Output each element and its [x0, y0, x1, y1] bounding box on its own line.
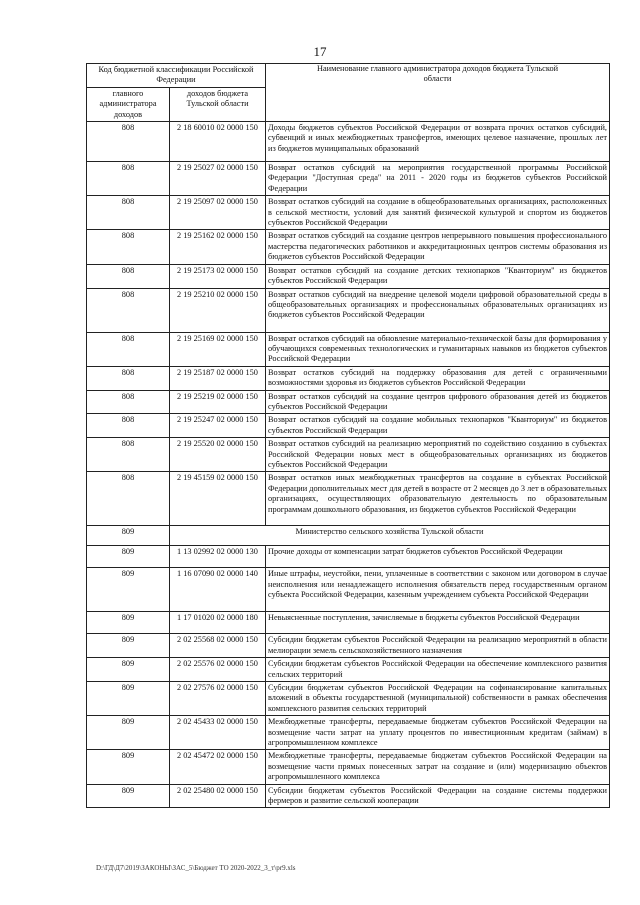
file-path-footer: D:\ГД\Д7\2019\ЗАКОНЫ\ЗАС_5\Бюджет ТО 2020-2022_3_т\pr9.xls [96, 864, 296, 872]
revenue-code-cell: 2 19 25173 02 0000 150 [170, 264, 266, 288]
admin-code-cell: 809 [87, 750, 170, 784]
revenue-name-cell: Возврат остатков субсидий на обновление материально-технической базы для формирования у обучающихся современных технологических и гуманитарных навыков из бюджетов субъектов Российской Федерации [266, 332, 610, 366]
revenue-code-cell: 2 02 45433 02 0000 150 [170, 716, 266, 750]
table-row [87, 472, 610, 526]
table-row [87, 230, 610, 264]
revenue-name-cell: Возврат остатков субсидий на внедрение целевой модели цифровой образовательной среды в общеобразовательных организациях и профессиональных образовательных организациях из бюджетов субъектов Российской Федерации [266, 288, 610, 332]
revenue-name-cell: Доходы бюджетов субъектов Российской Федерации от возврата прочих остатков субсидий, субвенций и иных межбюджетных трансфертов, имеющих целевое назначение, прошлых лет из бюджетов муниципальных образований [266, 122, 610, 162]
table-row [87, 682, 610, 716]
table-row [87, 568, 610, 612]
table-row [87, 612, 610, 634]
admin-code-cell: 808 [87, 438, 170, 472]
revenue-name-cell: Невыясненные поступления, зачисляемые в бюджеты субъектов Российской Федерации [266, 612, 610, 634]
revenue-name-cell: Субсидии бюджетам субъектов Российской Федерации на создание системы поддержки фермеров и развитие сельской кооперации [266, 784, 610, 808]
table-row [87, 750, 610, 784]
revenue-name-cell: Межбюджетные трансферты, передаваемые бюджетам субъектов Российской Федерации на возмещение части затрат на уплату процентов по инвестиционным кредитам (займам) в агропромышленном комплексе [266, 716, 610, 750]
revenue-name-cell: Прочие доходы от компенсации затрат бюджетов субъектов Российской Федерации [266, 546, 610, 568]
revenue-code-cell: 2 19 25162 02 0000 150 [170, 230, 266, 264]
header-row-1 [87, 64, 610, 88]
header-group-title: Код бюджетной классификации Российской Федерации [87, 64, 266, 88]
revenue-name-cell: Возврат остатков субсидий на создание центров цифрового образования детей из бюджетов субъектов Российской Федерации [266, 390, 610, 414]
admin-code-cell: 809 [87, 682, 170, 716]
table-row [87, 288, 610, 332]
revenue-name-cell: Межбюджетные трансферты, передаваемые бюджетам субъектов Российской Федерации на возмещение части прямых понесенных затрат на создание и (или) модернизацию объектов агропромышленного комплекса [266, 750, 610, 784]
admin-code-cell: 808 [87, 230, 170, 264]
revenue-name-cell: Иные штрафы, неустойки, пени, уплаченные в соответствии с законом или договором в случае неисполнения или ненадлежащего исполнения обязательств перед государственным органом субъекта Российской Федерации, казенным учреждением субъекта Российской Федерации [266, 568, 610, 612]
revenue-code-cell: 2 02 25576 02 0000 150 [170, 658, 266, 682]
admin-code-cell: 808 [87, 288, 170, 332]
admin-code-cell: 809 [87, 568, 170, 612]
admin-code-cell: 808 [87, 264, 170, 288]
admin-code-cell: 809 [87, 658, 170, 682]
revenue-code-cell: 2 19 25520 02 0000 150 [170, 438, 266, 472]
table-row [87, 332, 610, 366]
table-row [87, 264, 610, 288]
admin-code-cell: 808 [87, 162, 170, 196]
revenue-name-cell: Возврат остатков субсидий на создание в общеобразовательных организациях, расположенных в сельской местности, условий для занятий физической культурой и спортом из бюджетов субъектов Российской Федерации [266, 196, 610, 230]
revenue-code-cell: 2 19 25247 02 0000 150 [170, 414, 266, 438]
revenue-name-cell: Субсидии бюджетам субъектов Российской Федерации на реализацию мероприятий в области мелиорации земель сельскохозяйственного назначения [266, 634, 610, 658]
revenue-code-cell: 2 19 25187 02 0000 150 [170, 366, 266, 390]
revenue-classification-table [86, 63, 610, 808]
admin-code-cell: 809 [87, 546, 170, 568]
header-col-code: доходов бюджета Тульской области [170, 87, 266, 121]
section-title: Министерство сельского хозяйства Тульской области [170, 526, 610, 546]
revenue-code-cell: 2 19 25027 02 0000 150 [170, 162, 266, 196]
admin-code-cell: 809 [87, 784, 170, 808]
revenue-name-cell: Субсидии бюджетам субъектов Российской Федерации на обеспечение комплексного развития сельских территорий [266, 658, 610, 682]
revenue-name-cell: Возврат остатков иных межбюджетных трансфертов на создание в субъектах Российской Федерации дополнительных мест для детей в возрасте от 2 месяцев до 3 лет в образовательных организациях, осуществляющих образовательную деятельность по образовательным программам дошкольного образования, из бюджетов субъектов Российской Федерации [266, 472, 610, 526]
section-admin-code: 809 [87, 526, 170, 546]
table-row [87, 414, 610, 438]
revenue-code-cell: 1 13 02992 02 0000 130 [170, 546, 266, 568]
admin-code-cell: 808 [87, 472, 170, 526]
revenue-code-cell: 1 17 01020 02 0000 180 [170, 612, 266, 634]
revenue-code-cell: 2 02 45472 02 0000 150 [170, 750, 266, 784]
admin-code-cell: 808 [87, 332, 170, 366]
table-row [87, 390, 610, 414]
revenue-code-cell: 2 19 25097 02 0000 150 [170, 196, 266, 230]
table-row [87, 658, 610, 682]
table-row [87, 546, 610, 568]
admin-code-cell: 809 [87, 634, 170, 658]
revenue-name-cell: Возврат остатков субсидий на мероприятия государственной программы Российской Федерации "Доступная среда" на 2011 - 2020 годы из бюджетов субъектов Российской Федерации [266, 162, 610, 196]
revenue-name-cell: Возврат остатков субсидий на поддержку образования для детей с ограниченными возможностями здоровья из бюджетов субъектов Российской Федерации [266, 366, 610, 390]
header-col-admin: главного администратора доходов [87, 87, 170, 121]
revenue-code-cell: 2 19 25219 02 0000 150 [170, 390, 266, 414]
table-row [87, 634, 610, 658]
table-row [87, 122, 610, 162]
revenue-name-cell: Возврат остатков субсидий на создание мобильных технопарков "Кванториум" из бюджетов субъектов Российской Федерации [266, 414, 610, 438]
revenue-code-cell: 2 19 25169 02 0000 150 [170, 332, 266, 366]
section-row [87, 526, 610, 546]
table-row [87, 784, 610, 808]
revenue-code-cell: 2 02 25480 02 0000 150 [170, 784, 266, 808]
admin-code-cell: 809 [87, 612, 170, 634]
admin-code-cell: 808 [87, 366, 170, 390]
admin-code-cell: 808 [87, 414, 170, 438]
table-row [87, 162, 610, 196]
revenue-code-cell: 2 19 25210 02 0000 150 [170, 288, 266, 332]
admin-code-cell: 809 [87, 716, 170, 750]
revenue-code-cell: 2 18 60010 02 0000 150 [170, 122, 266, 162]
revenue-code-cell: 2 19 45159 02 0000 150 [170, 472, 266, 526]
revenue-name-cell: Возврат остатков субсидий на реализацию мероприятий по содействию созданию в субъектах Российской Федерации новых мест в общеобразовательных организациях из бюджетов субъектов Российской Федерации [266, 438, 610, 472]
table-row [87, 366, 610, 390]
admin-code-cell: 808 [87, 122, 170, 162]
page-number: 17 [313, 44, 327, 59]
revenue-name-cell: Возврат остатков субсидий на создание центров непрерывного повышения профессионального мастерства педагогических работников и аккредитационных центров системы образования из бюджетов субъектов Российской Федерации [266, 230, 610, 264]
table-row [87, 438, 610, 472]
header-col-name: Наименование главного администратора доходов бюджета Тульской области [266, 64, 610, 122]
revenue-code-cell: 2 02 27576 02 0000 150 [170, 682, 266, 716]
revenue-code-cell: 2 02 25568 02 0000 150 [170, 634, 266, 658]
admin-code-cell: 808 [87, 196, 170, 230]
revenue-name-cell: Субсидии бюджетам субъектов Российской Федерации на софинансирование капитальных вложений в объекты государственной (муниципальной) собственности в рамках обеспечения комплексного развития сельских территорий [266, 682, 610, 716]
admin-code-cell: 808 [87, 390, 170, 414]
table-row [87, 196, 610, 230]
table-row [87, 716, 610, 750]
revenue-code-cell: 1 16 07090 02 0000 140 [170, 568, 266, 612]
revenue-name-cell: Возврат остатков субсидий на создание детских технопарков "Кванториум" из бюджетов субъектов Российской Федерации [266, 264, 610, 288]
